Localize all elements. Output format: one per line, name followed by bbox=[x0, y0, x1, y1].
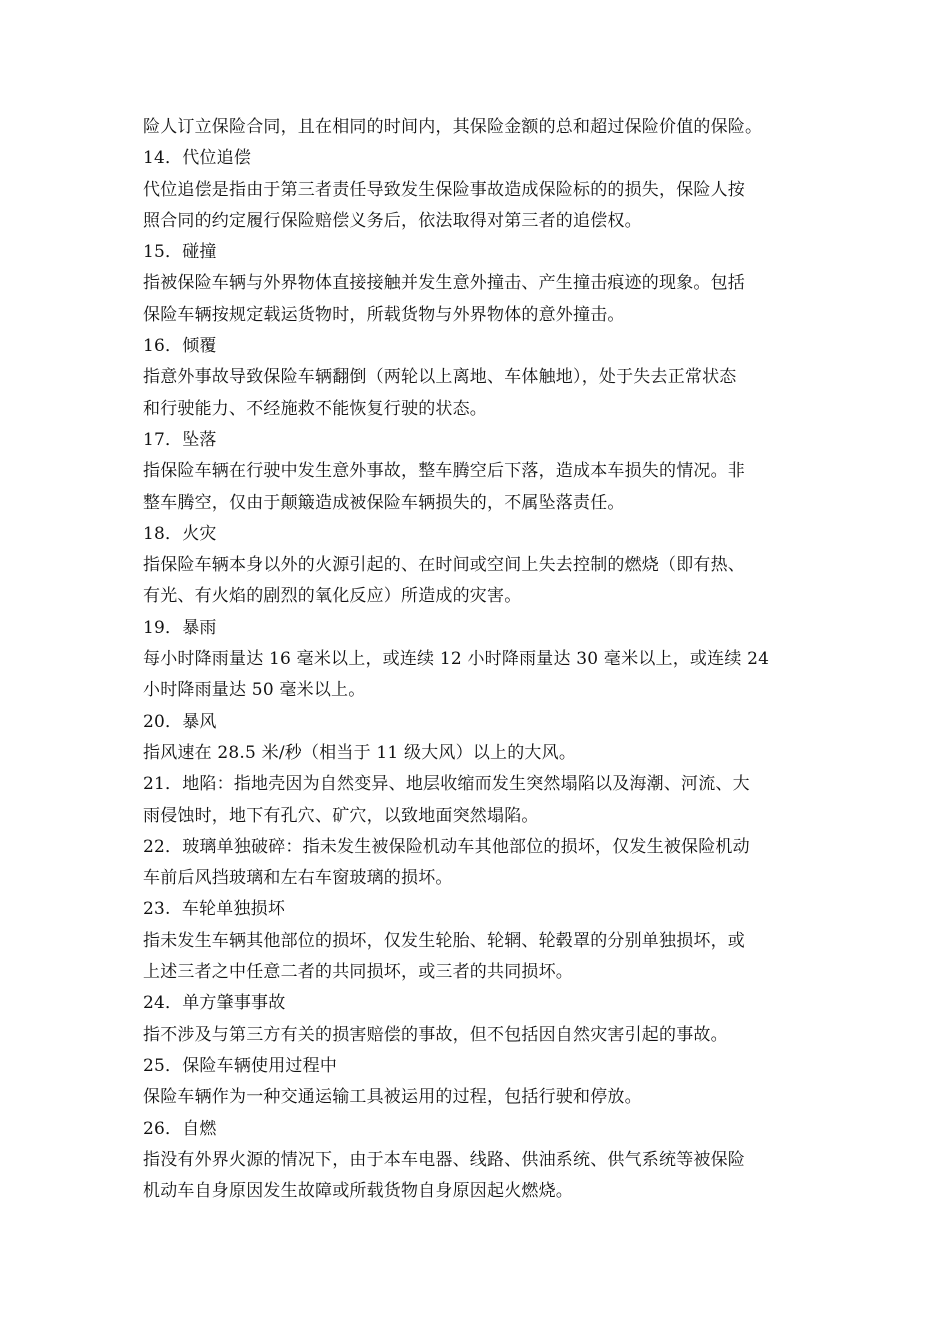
text-line: 每小时降雨量达 16 毫米以上，或连续 12 小时降雨量达 30 毫米以上，或连续 24 bbox=[143, 649, 770, 670]
section-item-22: 22．玻璃单独破碎：指未发生被保险机动车其他部位的损坏，仅发生被保险机动 bbox=[143, 836, 750, 857]
section-heading-20: 20．暴风 bbox=[143, 711, 217, 732]
section-heading-24: 24．单方肇事事故 bbox=[143, 993, 286, 1014]
document-body bbox=[143, 112, 813, 1207]
text-line: 有光、有火焰的剧烈的氧化反应）所造成的灾害。 bbox=[143, 586, 522, 607]
section-heading-18: 18．火灾 bbox=[143, 523, 217, 544]
section-heading-17: 17．坠落 bbox=[143, 429, 217, 450]
text-line: 雨侵蚀时，地下有孔穴、矿穴，以致地面突然塌陷。 bbox=[143, 805, 539, 826]
text-line: 保险车辆按规定载运货物时，所载货物与外界物体的意外撞击。 bbox=[143, 304, 625, 325]
section-heading-19: 19．暴雨 bbox=[143, 617, 217, 638]
text-line: 指被保险车辆与外界物体直接接触并发生意外撞击、产生撞击痕迹的现象。包括 bbox=[143, 273, 745, 294]
text-line: 整车腾空，仅由于颠簸造成被保险车辆损失的，不属坠落责任。 bbox=[143, 492, 625, 513]
text-line: 指不涉及与第三方有关的损害赔偿的事故，但不包括因自然灾害引起的事故。 bbox=[143, 1024, 728, 1045]
section-item-21: 21．地陷：指地壳因为自然变异、地层收缩而发生突然塌陷以及海潮、河流、大 bbox=[143, 774, 750, 795]
text-line: 指未发生车辆其他部位的损坏，仅发生轮胎、轮辋、轮毂罩的分别单独损坏，或 bbox=[143, 930, 745, 951]
text-line: 指意外事故导致保险车辆翻倒（两轮以上离地、车体触地），处于失去正常状态 bbox=[143, 367, 737, 388]
text-line: 小时降雨量达 50 毫米以上。 bbox=[143, 680, 366, 701]
section-heading-15: 15．碰撞 bbox=[143, 242, 217, 263]
section-heading-26: 26．自燃 bbox=[143, 1118, 217, 1139]
section-heading-25: 25．保险车辆使用过程中 bbox=[143, 1055, 338, 1076]
section-heading-16: 16．倾覆 bbox=[143, 336, 217, 357]
text-line: 上述三者之中任意二者的共同损坏，或三者的共同损坏。 bbox=[143, 962, 573, 983]
text-line: 代位追偿是指由于第三者责任导致发生保险事故造成保险标的的损失，保险人按 bbox=[143, 179, 745, 200]
text-line: 和行驶能力、不经施救不能恢复行驶的状态。 bbox=[143, 398, 487, 419]
text-line: 照合同的约定履行保险赔偿义务后，依法取得对第三者的追偿权。 bbox=[143, 210, 642, 231]
text-line: 险人订立保险合同，且在相同的时间内，其保险金额的总和超过保险价值的保险。 bbox=[143, 117, 763, 137]
text-line: 指保险车辆本身以外的火源引起的、在时间或空间上失去控制的燃烧（即有热、 bbox=[143, 555, 745, 576]
text-line: 指保险车辆在行驶中发生意外事故，整车腾空后下落，造成本车损失的情况。非 bbox=[143, 461, 745, 482]
section-heading-14: 14．代位追偿 bbox=[143, 148, 252, 169]
section-heading-23: 23. 车轮单独损坏 bbox=[143, 899, 286, 920]
text-line: 指风速在 28.5 米/秒（相当于 11 级大风）以上的大风。 bbox=[143, 742, 577, 763]
text-line: 车前后风挡玻璃和左右车窗玻璃的损坏。 bbox=[143, 868, 453, 889]
text-line: 保险车辆作为一种交通运输工具被运用的过程，包括行驶和停放。 bbox=[143, 1087, 642, 1108]
text-line: 指没有外界火源的情况下，由于本车电器、线路、供油系统、供气系统等被保险 bbox=[143, 1149, 745, 1170]
text-line: 机动车自身原因发生故障或所载货物自身原因起火燃烧。 bbox=[143, 1181, 573, 1202]
